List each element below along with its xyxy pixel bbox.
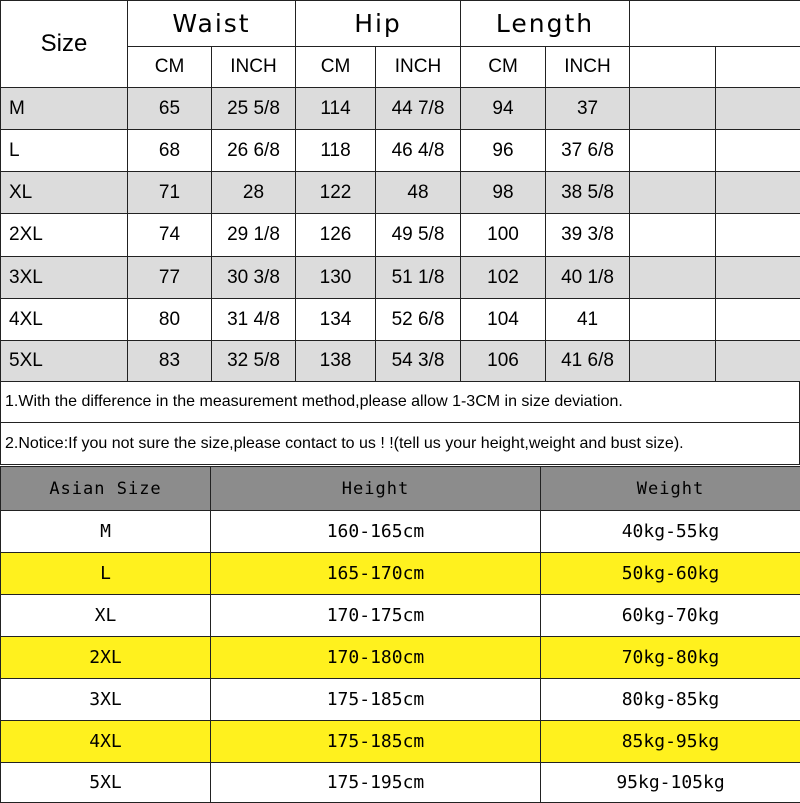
height-cell: 175-185cm [211, 679, 541, 721]
notes-section [0, 381, 800, 465]
waist-inch-cell: 28 [212, 172, 296, 214]
waist-inch-cell: 32 5/8 [212, 341, 296, 382]
waist-inch-cell: 29 1/8 [212, 214, 296, 257]
note-deviation: 1.With the difference in the measurement method,please allow 1-3CM in size deviation. [0, 381, 800, 423]
unit-header: INCH [376, 47, 461, 88]
empty-cell [716, 257, 800, 299]
table-row [1, 721, 800, 763]
size-cell: 5XL [1, 341, 128, 382]
empty-cell [716, 341, 800, 382]
table-row [1, 257, 800, 299]
empty-cell [630, 214, 716, 257]
weight-cell: 60kg-70kg [541, 595, 800, 637]
size-cell: 3XL [1, 257, 128, 299]
length-cm-cell: 104 [461, 299, 546, 341]
hip-inch-cell: 52 6/8 [376, 299, 461, 341]
asian-size-header: Asian Size [1, 467, 211, 511]
height-cell: 165-170cm [211, 553, 541, 595]
waist-cm-cell: 71 [128, 172, 212, 214]
waist-cm-cell: 80 [128, 299, 212, 341]
table-row [1, 299, 800, 341]
height-cell: 160-165cm [211, 511, 541, 553]
height-cell: 170-175cm [211, 595, 541, 637]
hip-inch-cell: 54 3/8 [376, 341, 461, 382]
size-cell: L [1, 130, 128, 172]
empty-cell [630, 88, 716, 130]
size-cell: XL [1, 172, 128, 214]
table-row [1, 88, 800, 130]
size-cell: 4XL [1, 721, 211, 763]
size-column-header: Size [1, 1, 128, 88]
table-row [1, 172, 800, 214]
length-cm-cell: 102 [461, 257, 546, 299]
weight-cell: 80kg-85kg [541, 679, 800, 721]
unit-header: INCH [546, 47, 630, 88]
length-inch-cell: 41 6/8 [546, 341, 630, 382]
weight-header: Weight [541, 467, 800, 511]
empty-unit-cell [630, 47, 716, 88]
empty-cell [630, 130, 716, 172]
length-cm-cell: 106 [461, 341, 546, 382]
size-cell: M [1, 88, 128, 130]
weight-cell: 40kg-55kg [541, 511, 800, 553]
size-cell: XL [1, 595, 211, 637]
table-row [1, 553, 800, 595]
hip-header: Hip [296, 1, 461, 47]
length-inch-cell: 38 5/8 [546, 172, 630, 214]
empty-header-cell [630, 1, 800, 47]
empty-cell [716, 299, 800, 341]
empty-cell [716, 172, 800, 214]
length-inch-cell: 37 [546, 88, 630, 130]
empty-unit-cell [716, 47, 800, 88]
table-row [1, 595, 800, 637]
size-cell: 4XL [1, 299, 128, 341]
height-cell: 170-180cm [211, 637, 541, 679]
size-cell: 5XL [1, 763, 211, 803]
length-cm-cell: 98 [461, 172, 546, 214]
size-cell: 3XL [1, 679, 211, 721]
size-cell: M [1, 511, 211, 553]
hip-inch-cell: 48 [376, 172, 461, 214]
waist-inch-cell: 26 6/8 [212, 130, 296, 172]
table-row [1, 763, 800, 803]
hip-cm-cell: 134 [296, 299, 376, 341]
waist-cm-cell: 74 [128, 214, 212, 257]
hip-cm-cell: 126 [296, 214, 376, 257]
table-row [1, 511, 800, 553]
empty-cell [630, 257, 716, 299]
waist-inch-cell: 25 5/8 [212, 88, 296, 130]
size-cell: 2XL [1, 637, 211, 679]
hip-cm-cell: 118 [296, 130, 376, 172]
height-cell: 175-185cm [211, 721, 541, 763]
hip-inch-cell: 44 7/8 [376, 88, 461, 130]
waist-cm-cell: 68 [128, 130, 212, 172]
empty-cell [630, 172, 716, 214]
length-header: Length [461, 1, 630, 47]
table-row [1, 637, 800, 679]
empty-cell [630, 299, 716, 341]
waist-inch-cell: 30 3/8 [212, 257, 296, 299]
waist-cm-cell: 77 [128, 257, 212, 299]
length-inch-cell: 39 3/8 [546, 214, 630, 257]
unit-header: INCH [212, 47, 296, 88]
weight-cell: 85kg-95kg [541, 721, 800, 763]
unit-header: CM [128, 47, 212, 88]
hip-inch-cell: 46 4/8 [376, 130, 461, 172]
table-row [1, 341, 800, 382]
length-cm-cell: 94 [461, 88, 546, 130]
hip-cm-cell: 114 [296, 88, 376, 130]
waist-cm-cell: 65 [128, 88, 212, 130]
hip-cm-cell: 130 [296, 257, 376, 299]
empty-cell [716, 88, 800, 130]
empty-cell [716, 214, 800, 257]
height-cell: 175-195cm [211, 763, 541, 803]
hip-inch-cell: 51 1/8 [376, 257, 461, 299]
length-cm-cell: 96 [461, 130, 546, 172]
waist-cm-cell: 83 [128, 341, 212, 382]
size-cell: 2XL [1, 214, 128, 257]
hip-inch-cell: 49 5/8 [376, 214, 461, 257]
table-row [1, 130, 800, 172]
unit-header: CM [296, 47, 376, 88]
asian-size-table [0, 466, 800, 803]
length-inch-cell: 37 6/8 [546, 130, 630, 172]
waist-inch-cell: 31 4/8 [212, 299, 296, 341]
length-inch-cell: 40 1/8 [546, 257, 630, 299]
length-inch-cell: 41 [546, 299, 630, 341]
hip-cm-cell: 138 [296, 341, 376, 382]
measurement-table [0, 0, 800, 382]
table-row [1, 679, 800, 721]
length-cm-cell: 100 [461, 214, 546, 257]
empty-cell [716, 130, 800, 172]
height-header: Height [211, 467, 541, 511]
weight-cell: 70kg-80kg [541, 637, 800, 679]
waist-header: Waist [128, 1, 296, 47]
weight-cell: 50kg-60kg [541, 553, 800, 595]
empty-cell [630, 341, 716, 382]
size-cell: L [1, 553, 211, 595]
unit-header: CM [461, 47, 546, 88]
table-row [1, 214, 800, 257]
hip-cm-cell: 122 [296, 172, 376, 214]
note-contact: 2.Notice:If you not sure the size,please contact to us ! !(tell us your height,weight and bust size). [0, 423, 800, 465]
weight-cell: 95kg-105kg [541, 763, 800, 803]
